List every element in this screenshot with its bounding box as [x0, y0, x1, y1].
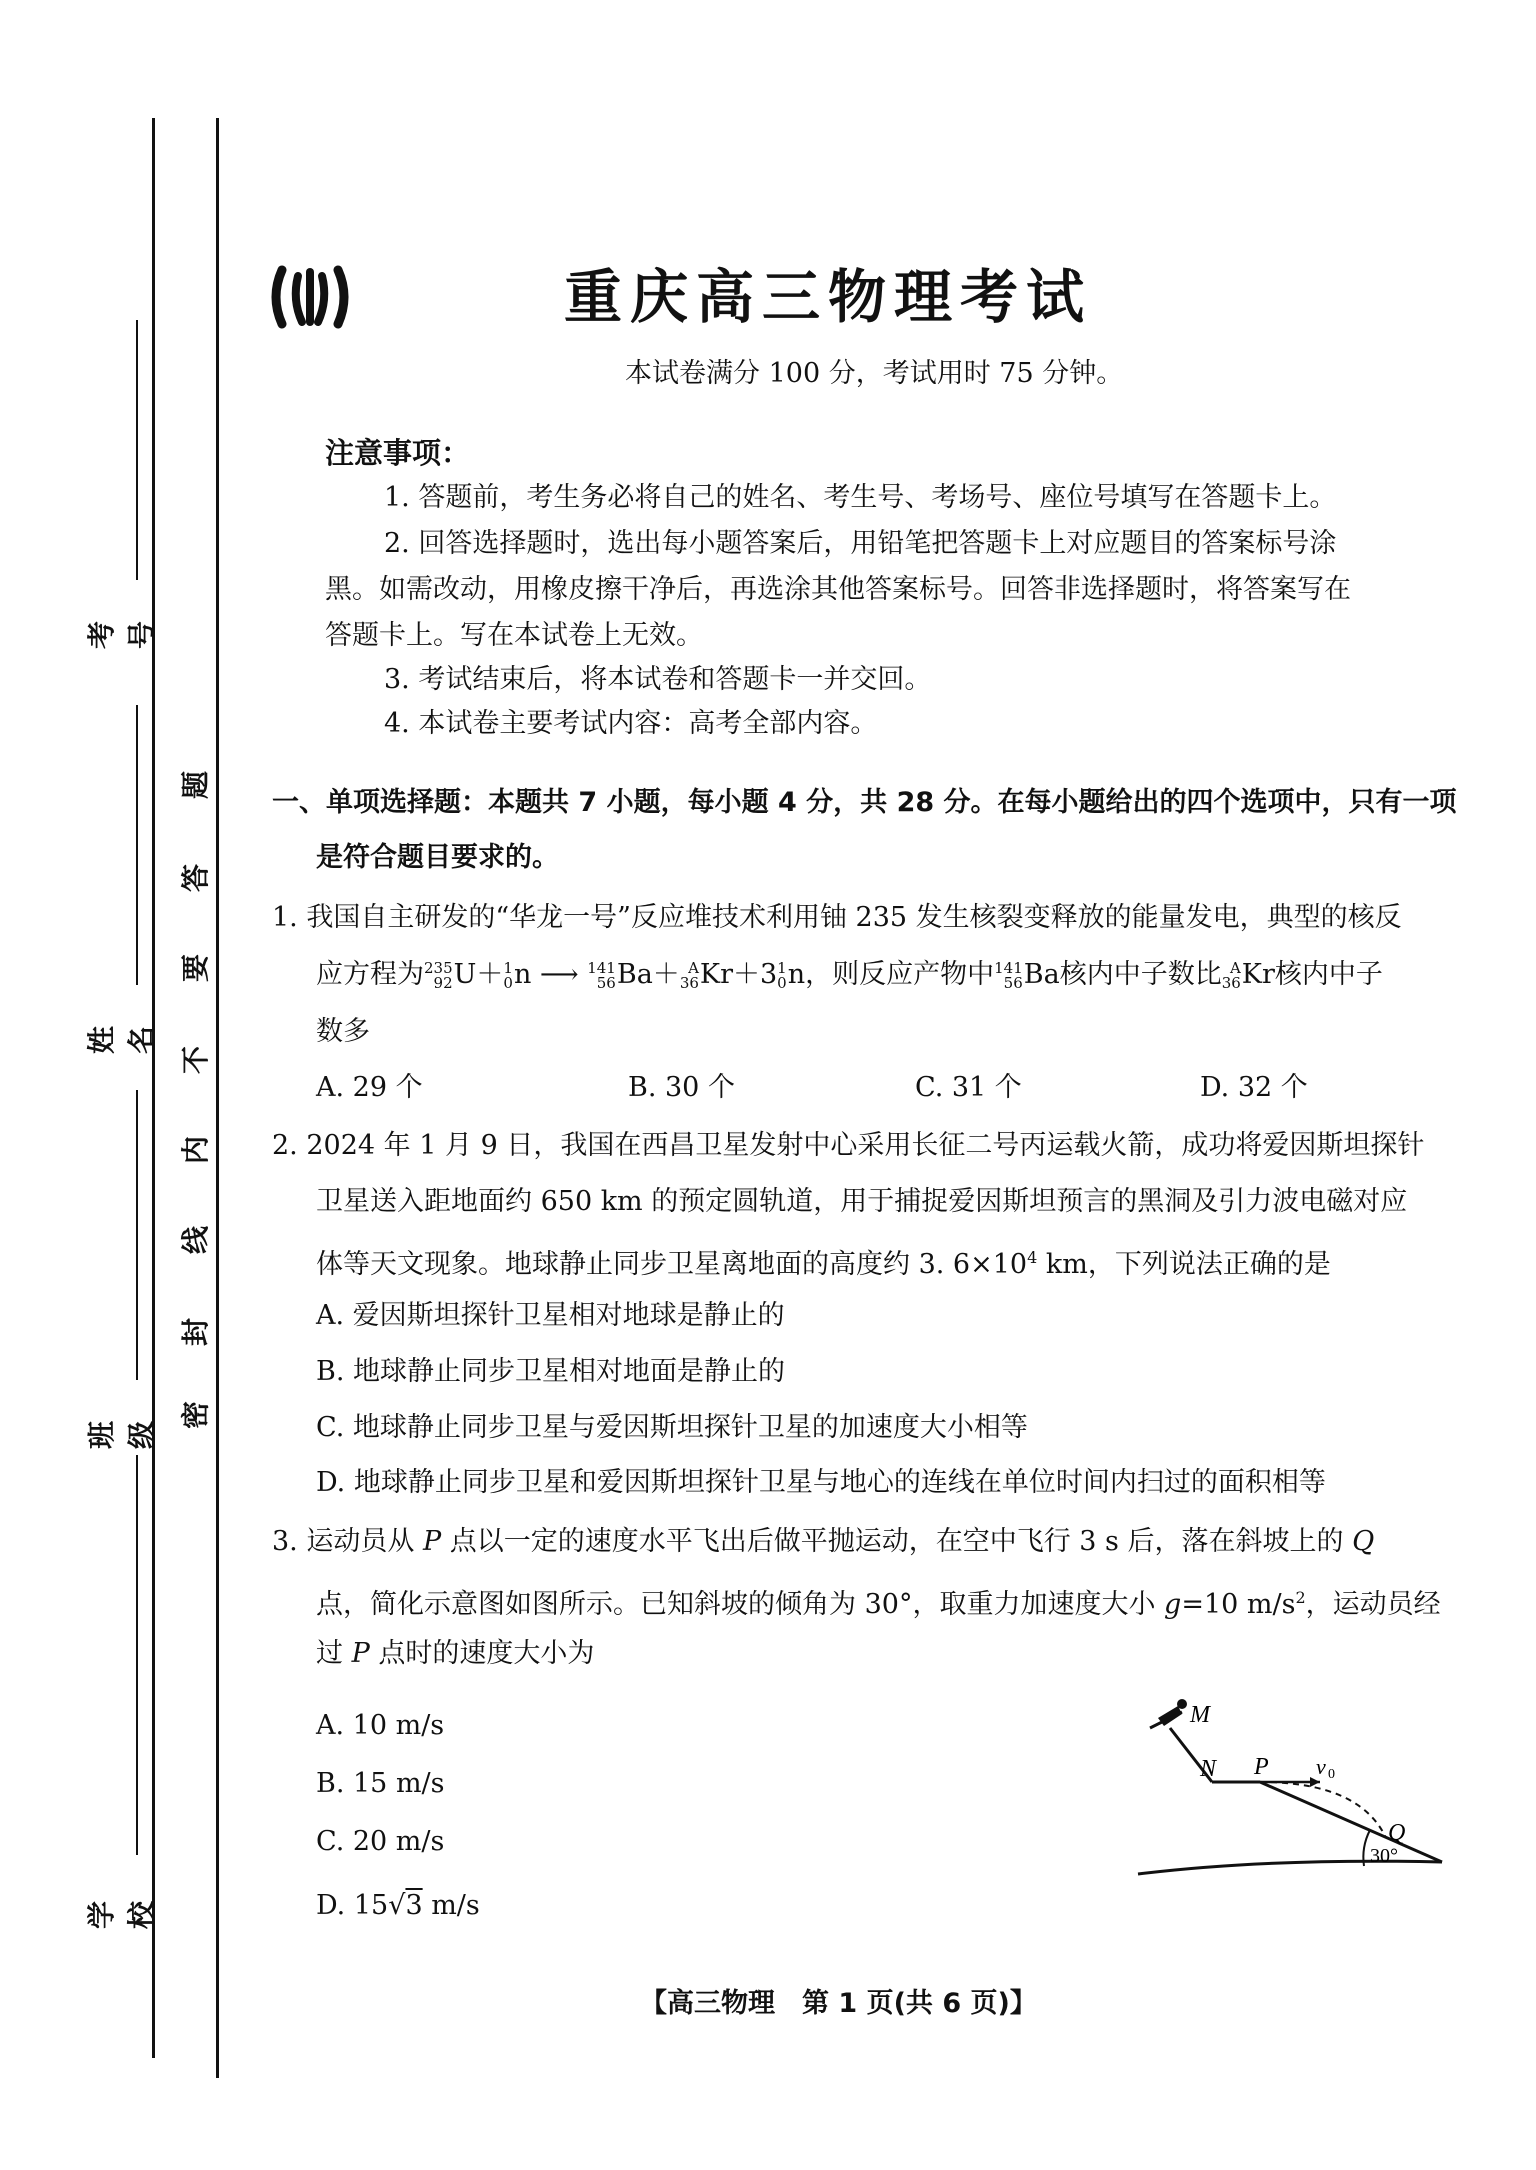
- seal-char: 答: [179, 864, 212, 893]
- class-field: [85, 1395, 158, 1450]
- q3-text: 3. 运动员从: [272, 1526, 423, 1557]
- name-label: 姓名: [85, 1026, 158, 1055]
- q3-option-a[interactable]: A. 10 m/s: [316, 1710, 445, 1741]
- seal-char: 封: [179, 1318, 212, 1347]
- q3-text: 过: [316, 1638, 352, 1669]
- seal-char: 要: [179, 954, 212, 983]
- q1-option-a[interactable]: A. 29 个: [316, 1072, 423, 1103]
- label-n: N: [1200, 1756, 1217, 1782]
- q3-text: 点，简化示意图如图所示。已知斜坡的倾角为 30°，取重力加速度大小: [316, 1589, 1165, 1620]
- q1-option-b[interactable]: B. 30 个: [628, 1072, 735, 1103]
- nuclear-equation: 235 92 U＋ 1 0 n ⟶ 141 56 Ba＋ A 36 Kr＋3 1 0 n: [424, 958, 806, 992]
- q1-option-d[interactable]: D. 32 个: [1200, 1072, 1308, 1103]
- q3-var-g: g: [1164, 1589, 1182, 1620]
- ski-jump-diagram: [1120, 1690, 1460, 1930]
- exam-number-field: [85, 595, 158, 650]
- q3-stem-line3: [316, 1634, 594, 1674]
- landing-slope: [1260, 1782, 1442, 1862]
- q3-option-d-radicand: 3: [405, 1890, 423, 1921]
- q3-text: 点时的速度大小为: [369, 1638, 595, 1669]
- school-field: [85, 1875, 158, 1930]
- exam-number-underline[interactable]: [136, 320, 138, 580]
- q3-option-d-text: D. 15: [316, 1890, 389, 1921]
- class-label: 班级: [85, 1421, 158, 1450]
- label-m: M: [1190, 1702, 1210, 1728]
- q3-option-c[interactable]: C. 20 m/s: [316, 1826, 445, 1857]
- q2-exponent: 4: [1027, 1248, 1038, 1267]
- name-underline[interactable]: [136, 705, 138, 985]
- seal-char: 密: [179, 1401, 212, 1430]
- binding-line-inner: [216, 118, 219, 2078]
- q2-stem-line3: [316, 1238, 1331, 1285]
- q2-text: 体等天文现象。地球静止同步卫星离地面的高度约 3. 6×10: [316, 1249, 1028, 1280]
- exam-number-label: 考号: [85, 621, 158, 650]
- notice-title: 注意事项：: [325, 436, 471, 470]
- skier-icon: [1150, 1699, 1187, 1728]
- page-title: 重庆高三物理考试: [563, 263, 1092, 331]
- seal-char: 题: [179, 771, 212, 800]
- section-heading-cont: 是符合题目要求的。: [316, 842, 559, 873]
- seal-char: 线: [179, 1226, 212, 1255]
- q2-option-c[interactable]: C. 地球静止同步卫星与爱因斯坦探针卫星的加速度大小相等: [316, 1412, 1028, 1443]
- seal-char: 内: [179, 1136, 212, 1165]
- q3-var-p: P: [351, 1638, 370, 1669]
- q1-text: 核内中子: [1274, 959, 1383, 990]
- page-footer: 【高三物理 第 1 页(共 6 页)】: [640, 1988, 1037, 2019]
- q2-stem-line1: 2. 2024 年 1 月 9 日，我国在西昌卫星发射中心采用长征二号丙运载火箭，成功将爱因斯坦探针: [272, 1130, 1425, 1161]
- label-v: v: [1316, 1754, 1326, 1779]
- q2-text: km，下列说法正确的是: [1037, 1249, 1331, 1280]
- seal-char: 不: [179, 1046, 212, 1075]
- notice-line: 2. 回答选择题时，选出每小题答案后，用铅笔把答题卡上对应题目的答案标号涂: [384, 528, 1337, 559]
- school-label: 学校: [85, 1901, 158, 1930]
- q3-stem-line2: [316, 1578, 1441, 1625]
- q3-option-d[interactable]: [316, 1886, 480, 1926]
- q3-var-p: P: [422, 1526, 442, 1557]
- q1-stem-line2: [316, 955, 1383, 995]
- q1-stem-line1: 1. 我国自主研发的“华龙一号”反应堆技术利用铀 235 发生核裂变释放的能量发电，典型的核反: [272, 902, 1402, 933]
- q3-text: =10 m/s: [1181, 1589, 1296, 1620]
- school-underline[interactable]: [136, 1455, 138, 1855]
- nuclide-kr: A 36 Kr: [1221, 958, 1275, 992]
- notice-line: 黑。如需改动，用橡皮擦干净后，再选涂其他答案标号。回答非选择题时，将答案写在: [325, 574, 1351, 605]
- name-field: [85, 1000, 158, 1055]
- binding-line-outer: [152, 118, 155, 2058]
- q3-exponent: 2: [1295, 1588, 1306, 1607]
- q3-option-b[interactable]: B. 15 m/s: [316, 1768, 445, 1799]
- notice-line: 答题卡上。写在本试卷上无效。: [325, 620, 703, 651]
- label-q: Q: [1388, 1820, 1406, 1846]
- notice-line: 3. 考试结束后，将本试卷和答题卡一并交回。: [384, 664, 932, 695]
- label-v-sub: 0: [1328, 1767, 1335, 1782]
- q2-option-a[interactable]: A. 爱因斯坦探针卫星相对地球是静止的: [316, 1300, 785, 1331]
- q3-text: ，运动员经: [1305, 1589, 1441, 1620]
- q2-option-d[interactable]: D. 地球静止同步卫星和爱因斯坦探针卫星与地心的连线在单位时间内扫过的面积相等: [316, 1467, 1326, 1498]
- sqrt-icon: √: [388, 1890, 406, 1921]
- q1-option-c[interactable]: C. 31 个: [915, 1072, 1022, 1103]
- q3-stem-line1: [272, 1522, 1374, 1562]
- q3-var-q: Q: [1352, 1526, 1375, 1557]
- notice-line: 4. 本试卷主要考试内容：高考全部内容。: [384, 708, 878, 739]
- section-heading: 一、单项选择题：本题共 7 小题，每小题 4 分，共 28 分。在每小题给出的四个选项中，只有一项: [272, 787, 1457, 818]
- q1-text: 应方程为: [316, 959, 424, 990]
- class-underline[interactable]: [136, 1090, 138, 1380]
- exam-subtitle: 本试卷满分 100 分，考试用时 75 分钟。: [625, 358, 1124, 389]
- label-angle: 30°: [1370, 1845, 1398, 1867]
- q2-stem-line2: 卫星送入距地面约 650 km 的预定圆轨道，用于捕捉爱因斯坦预言的黑洞及引力波电磁对应: [316, 1186, 1408, 1217]
- notice-line: 1. 答题前，考生务必将自己的姓名、考生号、考场号、座位号填写在答题卡上。: [384, 482, 1337, 513]
- q3-text: 点以一定的速度水平飞出后做平抛运动，在空中飞行 3 s 后，落在斜坡上的: [441, 1526, 1353, 1557]
- q1-text: ，则反应产物中: [805, 959, 995, 990]
- label-p: P: [1254, 1754, 1269, 1780]
- q1-stem-line3: 数多: [316, 1016, 370, 1047]
- q3-option-d-unit: m/s: [422, 1890, 480, 1921]
- nuclide-ba: 141 56 Ba: [994, 958, 1060, 992]
- q2-option-b[interactable]: B. 地球静止同步卫星相对地面是静止的: [316, 1356, 786, 1387]
- q1-text: 核内中子数比: [1059, 959, 1222, 990]
